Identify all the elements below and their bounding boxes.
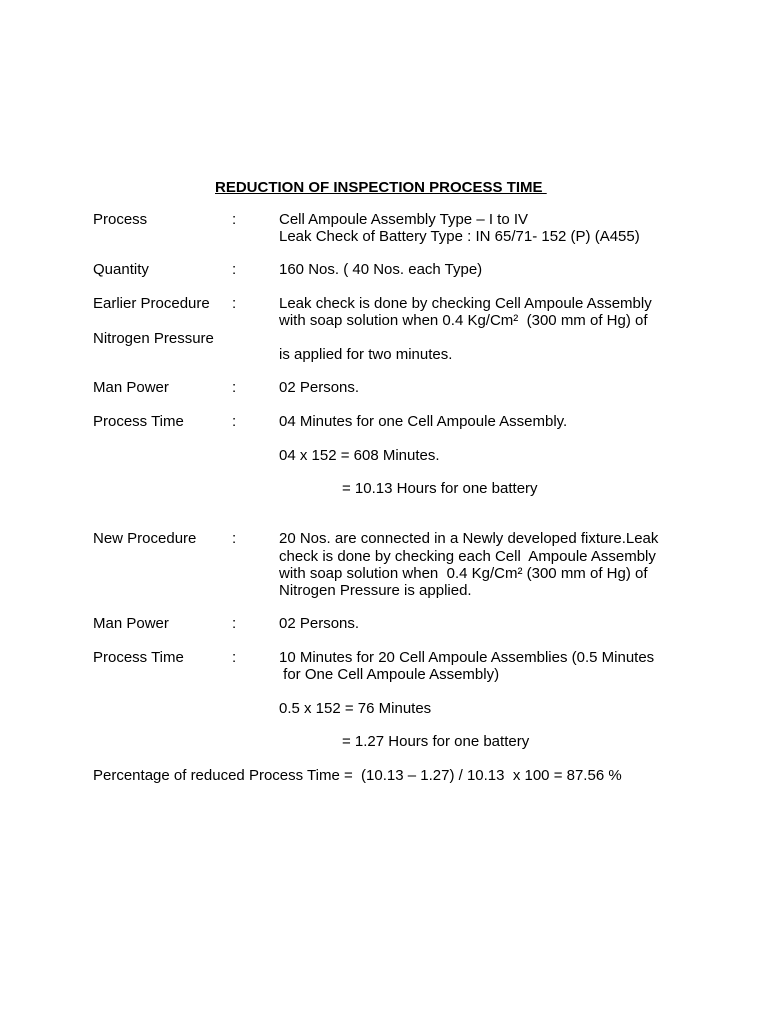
summary-percentage: Percentage of reduced Process Time = (10.13 – 1.27) / 10.13 x 100 = 87.56 % xyxy=(93,767,622,784)
process-line-1: Cell Ampoule Assembly Type – I to IV xyxy=(279,211,529,228)
process-label: Process xyxy=(93,211,148,228)
new-procedure-line-4: Nitrogen Pressure is applied. xyxy=(279,582,472,599)
new-man-power-value: 02 Persons. xyxy=(279,615,360,632)
new-man-power-colon: : xyxy=(232,615,237,632)
earlier-procedure-label-continued: Nitrogen Pressure xyxy=(93,330,214,347)
new-procedure-line-2: check is done by checking each Cell Ampoule Assembly xyxy=(279,548,656,565)
new-process-time-label: Process Time xyxy=(93,649,184,666)
earlier-procedure-colon: : xyxy=(232,295,237,312)
earlier-process-time-line-1: 04 Minutes for one Cell Ampoule Assembly. xyxy=(279,413,568,430)
process-colon: : xyxy=(232,211,237,228)
new-procedure-line-1: 20 Nos. are connected in a Newly developed fixture.Leak xyxy=(279,530,659,547)
earlier-man-power-value: 02 Persons. xyxy=(279,379,360,396)
earlier-procedure-line-3: is applied for two minutes. xyxy=(279,346,453,363)
new-man-power-label: Man Power xyxy=(93,615,169,632)
earlier-procedure-line-1: Leak check is done by checking Cell Ampoule Assembly xyxy=(279,295,652,312)
new-process-time-line-1: 10 Minutes for 20 Cell Ampoule Assemblies (0.5 Minutes xyxy=(279,649,655,666)
new-process-time-line-1b: for One Cell Ampoule Assembly) xyxy=(279,666,500,683)
quantity-label: Quantity xyxy=(93,261,149,278)
new-process-time-result: = 1.27 Hours for one battery xyxy=(342,733,530,750)
quantity-value: 160 Nos. ( 40 Nos. each Type) xyxy=(279,261,483,278)
new-procedure-colon: : xyxy=(232,530,237,547)
earlier-man-power-colon: : xyxy=(232,379,237,396)
earlier-process-time-result: = 10.13 Hours for one battery xyxy=(342,480,538,497)
new-process-time-calc: 0.5 x 152 = 76 Minutes xyxy=(279,700,432,717)
new-process-time-colon: : xyxy=(232,649,237,666)
quantity-colon: : xyxy=(232,261,237,278)
earlier-process-time-label: Process Time xyxy=(93,413,184,430)
earlier-process-time-calc: 04 x 152 = 608 Minutes. xyxy=(279,447,440,464)
document-title: REDUCTION OF INSPECTION PROCESS TIME xyxy=(215,179,547,196)
earlier-procedure-label: Earlier Procedure xyxy=(93,295,210,312)
earlier-procedure-line-2: with soap solution when 0.4 Kg/Cm² (300 mm of Hg) of xyxy=(279,312,648,329)
earlier-process-time-colon: : xyxy=(232,413,237,430)
new-procedure-label: New Procedure xyxy=(93,530,197,547)
earlier-man-power-label: Man Power xyxy=(93,379,169,396)
process-line-2: Leak Check of Battery Type : IN 65/71- 152 (P) (A455) xyxy=(279,228,640,245)
new-procedure-line-3: with soap solution when 0.4 Kg/Cm² (300 mm of Hg) of xyxy=(279,565,648,582)
